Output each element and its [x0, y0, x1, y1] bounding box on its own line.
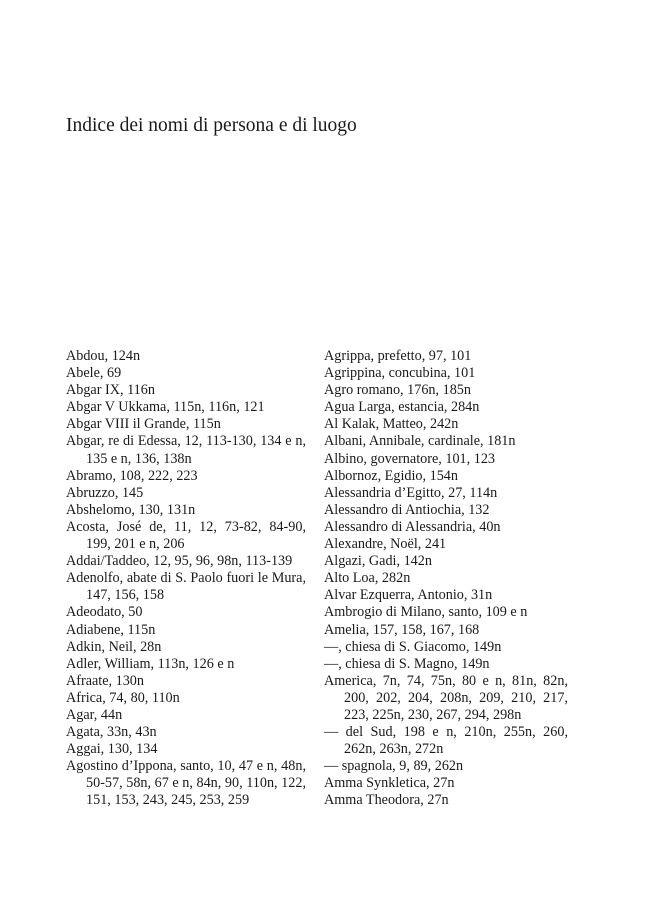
index-entry: Agua Larga, estancia, 284n	[324, 399, 480, 416]
index-entry: Albino, governatore, 101, 123	[324, 450, 496, 467]
index-entry: Abele, 69	[66, 365, 122, 382]
index-entry: Adler, William, 113n, 126 e n	[66, 655, 235, 672]
index-entry: Albornoz, Egidio, 154n	[324, 467, 458, 484]
index-entry: Abdou, 124n	[66, 348, 141, 364]
index-entry: Alvar Ezquerra, Antonio, 31n	[324, 587, 493, 604]
index-entry: Agar, 44n	[66, 706, 123, 723]
index-entry: Abgar VIII il Grande, 115n	[66, 416, 221, 433]
index-entry: Abgar IX, 116n	[66, 382, 155, 399]
index-entry: Adkin, Neil, 28n	[66, 638, 162, 655]
index-entry: Alexandre, Noël, 241	[324, 536, 447, 553]
page-title: Indice dei nomi di persona e di luogo	[66, 115, 357, 136]
index-entry: — del Sud, 198 e n, 210n, 255n, 260, 262n, 263n, 272n	[324, 724, 568, 758]
index-entry: Albani, Annibale, cardinale, 181n	[324, 433, 516, 450]
index-column-left	[66, 348, 306, 810]
index-entry: Adeodato, 50	[66, 604, 143, 621]
index-entry: Amma Theodora, 27n	[324, 792, 449, 809]
index-entry: America, 7n, 74, 75n, 80 e n, 81n, 82n, 200, 202, 204, 208n, 209, 210, 217, 223, 225n, 230, 267, 294, 298n	[324, 672, 568, 723]
index-entry: —, chiesa di S. Giacomo, 149n	[324, 638, 502, 655]
index-entry: Abshelomo, 130, 131n	[66, 501, 196, 518]
index-column-right	[324, 348, 568, 810]
index-entry: Ambrogio di Milano, santo, 109 e n	[324, 604, 528, 621]
index-entry: Addai/Taddeo, 12, 95, 96, 98n, 113-139	[66, 553, 293, 570]
index-entry: Agata, 33n, 43n	[66, 724, 157, 741]
index-entry: Agrippina, concubina, 101	[324, 365, 476, 382]
index-entry: Agro romano, 176n, 185n	[324, 382, 471, 399]
index-entry: Africa, 74, 80, 110n	[66, 689, 180, 706]
index-entry: Afraate, 130n	[66, 672, 144, 689]
index-entry: Alessandro di Alessandria, 40n	[324, 518, 501, 535]
index-entry: Agostino d’Ippona, santo, 10, 47 e n, 48n, 50-57, 58n, 67 e n, 84n, 90, 110n, 122, 151, 153, 243, 245, 253, 259	[66, 758, 306, 809]
index-entry: Algazi, Gadi, 142n	[324, 553, 432, 570]
index-entry: Alessandro di Antiochia, 132	[324, 501, 490, 518]
index-entry: Abgar V Ukkama, 115n, 116n, 121	[66, 399, 265, 416]
index-entry: Alto Loa, 282n	[324, 570, 411, 587]
index-entry: Amma Synkletica, 27n	[324, 775, 455, 792]
index-entry: Abruzzo, 145	[66, 484, 144, 501]
index-entry: Adenolfo, abate di S. Paolo fuori le Mura, 147, 156, 158	[66, 570, 306, 604]
index-entry: Al Kalak, Matteo, 242n	[324, 416, 459, 433]
index-entry: Agrippa, prefetto, 97, 101	[324, 348, 472, 364]
index-entry: Adiabene, 115n	[66, 621, 156, 638]
index-entry: Aggai, 130, 134	[66, 741, 158, 758]
index-entry: Abramo, 108, 222, 223	[66, 467, 198, 484]
index-entry: — spagnola, 9, 89, 262n	[324, 758, 464, 775]
index-entry: —, chiesa di S. Magno, 149n	[324, 655, 490, 672]
index-entry: Alessandria d’Egitto, 27, 114n	[324, 484, 498, 501]
index-entry: Amelia, 157, 158, 167, 168	[324, 621, 480, 638]
index-entry: Acosta, José de, 11, 12, 73-82, 84-90, 199, 201 e n, 206	[66, 518, 306, 553]
index-entry: Abgar, re di Edessa, 12, 113-130, 134 e n, 135 e n, 136, 138n	[66, 433, 306, 467]
